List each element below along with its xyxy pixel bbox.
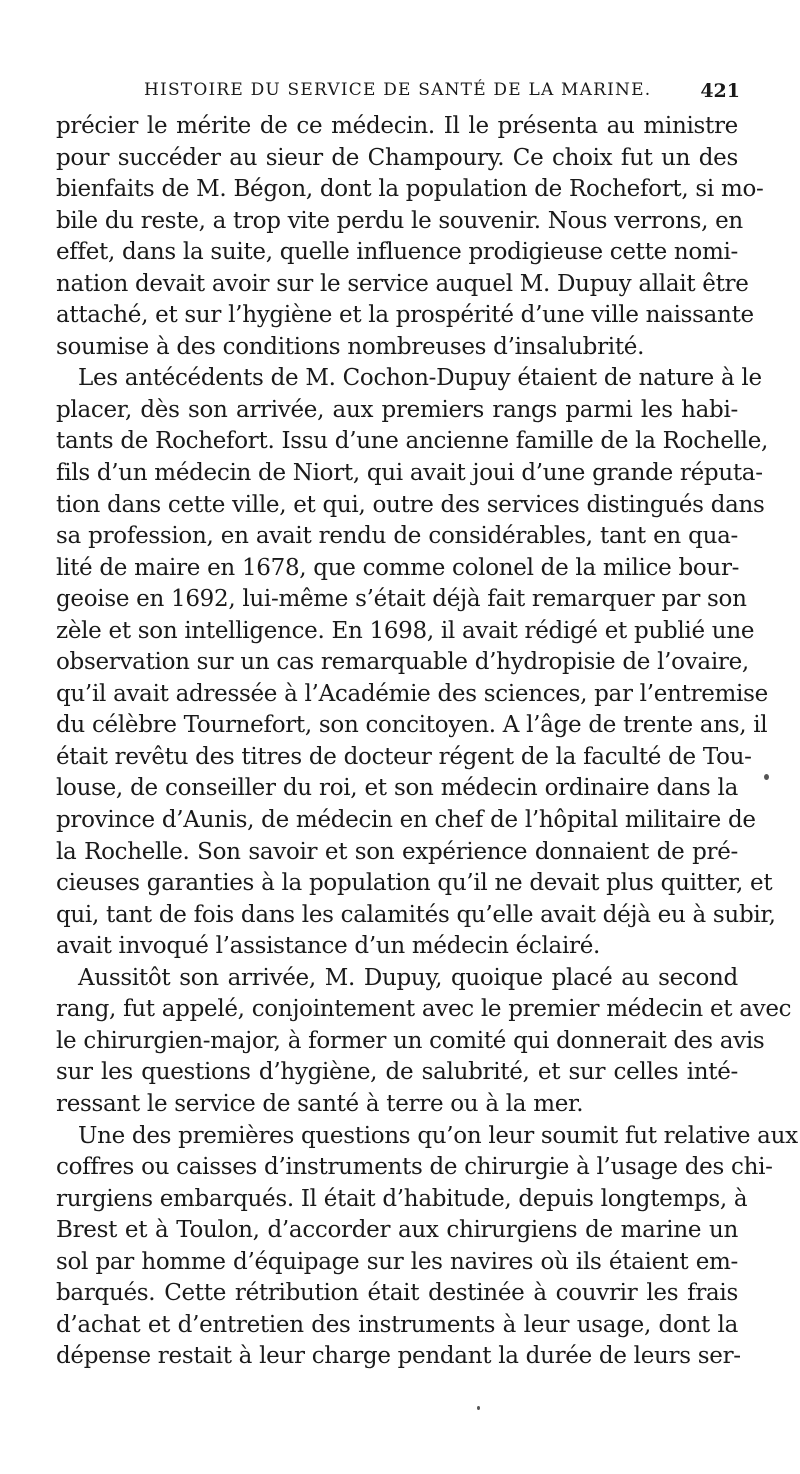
text-line: Brest et à Toulon, d’accorder aux chirurgiens de marine un bbox=[56, 1217, 738, 1244]
text-line: barqués. Cette rétribution était destinée à couvrir les frais bbox=[56, 1280, 738, 1307]
text-line: nation devait avoir sur le service auquel M. Dupuy allait être bbox=[56, 270, 749, 297]
text-line: sur les questions d’hygiène, de salubrité, et sur celles inté- bbox=[56, 1059, 738, 1086]
text-line: placer, dès son arrivée, aux premiers rangs parmi les habi- bbox=[56, 396, 738, 423]
text-line: qui, tant de fois dans les calamités qu’elle avait déjà eu à subir, bbox=[56, 901, 776, 928]
text-line: bile du reste, a trop vite perdu le souvenir. Nous verrons, en bbox=[56, 207, 743, 234]
text-line: tants de Rochefort. Issu d’une ancienne famille de la Rochelle, bbox=[56, 428, 769, 455]
text-line: effet, dans la suite, quelle influence prodigieuse cette nomi- bbox=[56, 239, 738, 266]
ink-speck bbox=[764, 774, 769, 780]
text-line: rang, fut appelé, conjointement avec le premier médecin et avec bbox=[56, 996, 792, 1023]
text-line: ressant le service de santé à terre ou à la mer. bbox=[56, 1090, 584, 1117]
running-title: HISTOIRE DU SERVICE DE SANTÉ DE LA MARINE. bbox=[144, 80, 652, 100]
text-line: le chirurgien-major, à former un comité qui donnerait des avis bbox=[56, 1027, 765, 1054]
text-line: dépense restait à leur charge pendant la durée de leurs ser- bbox=[56, 1343, 741, 1370]
text-line: soumise à des conditions nombreuses d’insalubrité. bbox=[56, 333, 645, 360]
text-line: pour succéder au sieur de Champoury. Ce choix fut un des bbox=[56, 144, 738, 171]
body-text bbox=[56, 111, 798, 1373]
text-line: tion dans cette ville, et qui, outre des services distingués dans bbox=[56, 491, 765, 518]
text-line: fils d’un médecin de Niort, qui avait joui d’une grande réputa- bbox=[56, 460, 763, 487]
text-line: attaché, et sur l’hygiène et la prospérité d’une ville naissante bbox=[56, 302, 754, 329]
text-line: était revêtu des titres de docteur régent de la faculté de Tou- bbox=[56, 743, 752, 770]
text-line: observation sur un cas remarquable d’hydropisie de l’ovaire, bbox=[56, 649, 749, 676]
text-line: rurgiens embarqués. Il était d’habitude, depuis longtemps, à bbox=[56, 1185, 748, 1212]
text-line: d’achat et d’entretien des instruments à leur usage, dont la bbox=[56, 1311, 738, 1338]
text-line: sa profession, en avait rendu de considérables, tant en qua- bbox=[56, 523, 738, 550]
text-line: zèle et son intelligence. En 1698, il avait rédigé et publié une bbox=[56, 617, 755, 644]
text-line: sol par homme d’équipage sur les navires où ils étaient em- bbox=[56, 1248, 738, 1275]
text-line: coffres ou caisses d’instruments de chirurgie à l’usage des chi- bbox=[56, 1154, 773, 1181]
text-line: du célèbre Tournefort, son concitoyen. A l’âge de trente ans, il bbox=[56, 712, 768, 739]
text-line: bienfaits de M. Bégon, dont la population de Rochefort, si mo- bbox=[56, 176, 764, 203]
text-line: la Rochelle. Son savoir et son expérience donnaient de pré- bbox=[56, 838, 738, 865]
text-line: Une des premières questions qu’on leur soumit fut relative aux bbox=[78, 1122, 798, 1149]
text-line: Aussitôt son arrivée, M. Dupuy, quoique placé au second bbox=[78, 964, 738, 991]
text-line: qu’il avait adressée à l’Académie des sciences, par l’entremise bbox=[56, 680, 768, 707]
page-number: 421 bbox=[700, 80, 740, 102]
text-line: Les antécédents de M. Cochon-Dupuy étaient de nature à le bbox=[78, 365, 762, 392]
text-line: lité de maire en 1678, que comme colonel de la milice bour- bbox=[56, 554, 740, 581]
text-line: précier le mérite de ce médecin. Il le présenta au ministre bbox=[56, 113, 738, 139]
text-line: geoise en 1692, lui-même s’était déjà fait remarquer par son bbox=[56, 586, 747, 613]
text-line: province d’Aunis, de médecin en chef de l’hôpital militaire de bbox=[56, 807, 756, 834]
text-line: cieuses garanties à la population qu’il ne devait plus quitter, et bbox=[56, 870, 773, 897]
text-line: louse, de conseiller du roi, et son médecin ordinaire dans la bbox=[56, 775, 738, 802]
running-header bbox=[140, 80, 740, 104]
text-line: avait invoqué l’assistance d’un médecin éclairé. bbox=[56, 933, 601, 960]
ink-speck bbox=[477, 1406, 480, 1410]
